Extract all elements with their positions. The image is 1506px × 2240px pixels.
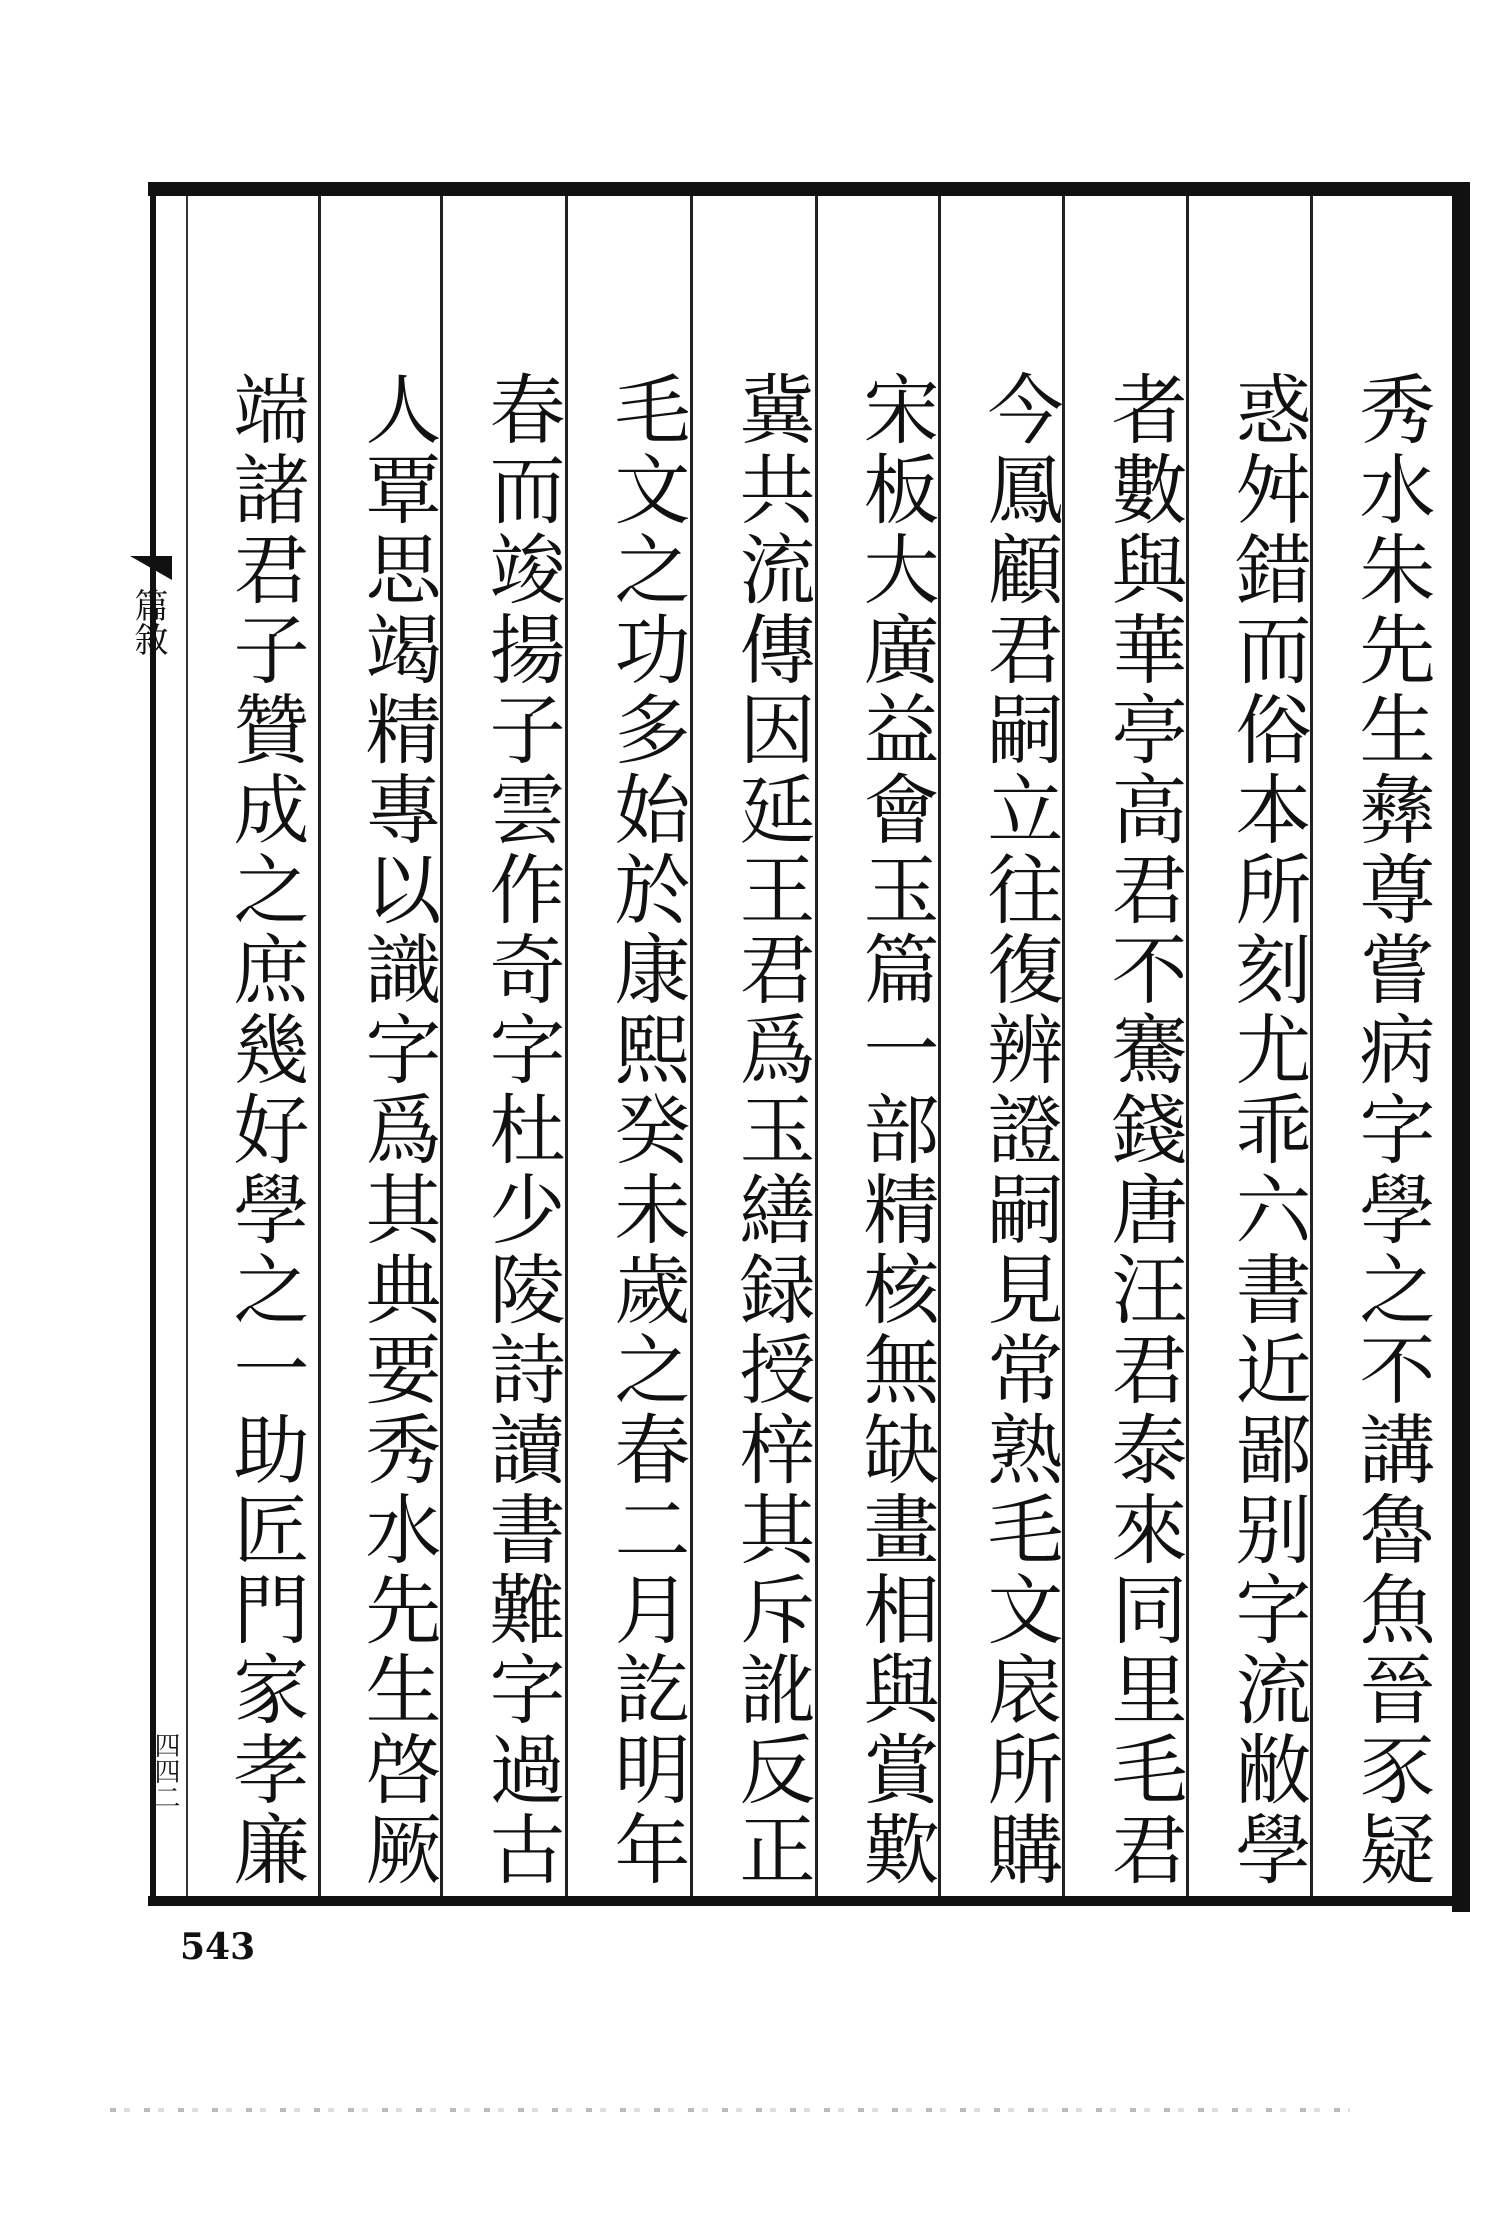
page-number: 543: [180, 1926, 256, 1968]
text-column-8: 春而竣揚子雲作奇字杜少陵詩讀書難字過古: [477, 370, 566, 1890]
margin-title: 篇敘: [128, 588, 168, 656]
text-column-6: 冀共流傳因延王君爲玉繕録授梓其斥訛反正: [727, 370, 816, 1890]
page-frame-left: [150, 182, 156, 1906]
text-column-4: 今鳳顧君嗣立往復辨證嗣見常熟毛文扆所購: [975, 370, 1064, 1890]
text-column-9: 人覃思竭精專以識字爲其典要秀水先生啓厥: [353, 370, 442, 1890]
text-column-10: 端諸君子贊成之庶幾好學之一助匠門家孝廉: [221, 370, 310, 1890]
scan-artifact-line: [110, 2108, 1350, 2112]
text-column-5: 宋板大廣益會玉篇一部精核無缺畫相與賞歎: [851, 370, 940, 1890]
text-column-2: 惑舛錯而俗本所刻尤乖六書近鄙别字流敝學: [1223, 370, 1312, 1890]
text-column-7: 毛文之功多始於康熙癸未歲之春二月訖明年: [602, 370, 691, 1890]
page-frame-top: [148, 182, 1470, 196]
page-frame-bottom: [148, 1896, 1470, 1906]
page-frame-left-inner: [186, 196, 188, 1896]
margin-page-label: 四四二: [150, 1732, 180, 1810]
text-column-3: 者數與華亭高君不騫錢唐汪君泰來同里毛君: [1099, 370, 1188, 1890]
page-frame-right: [1452, 182, 1470, 1912]
text-column-1: 秀水朱先生彝尊嘗病字學之不講魯魚晉豕疑: [1347, 370, 1436, 1890]
